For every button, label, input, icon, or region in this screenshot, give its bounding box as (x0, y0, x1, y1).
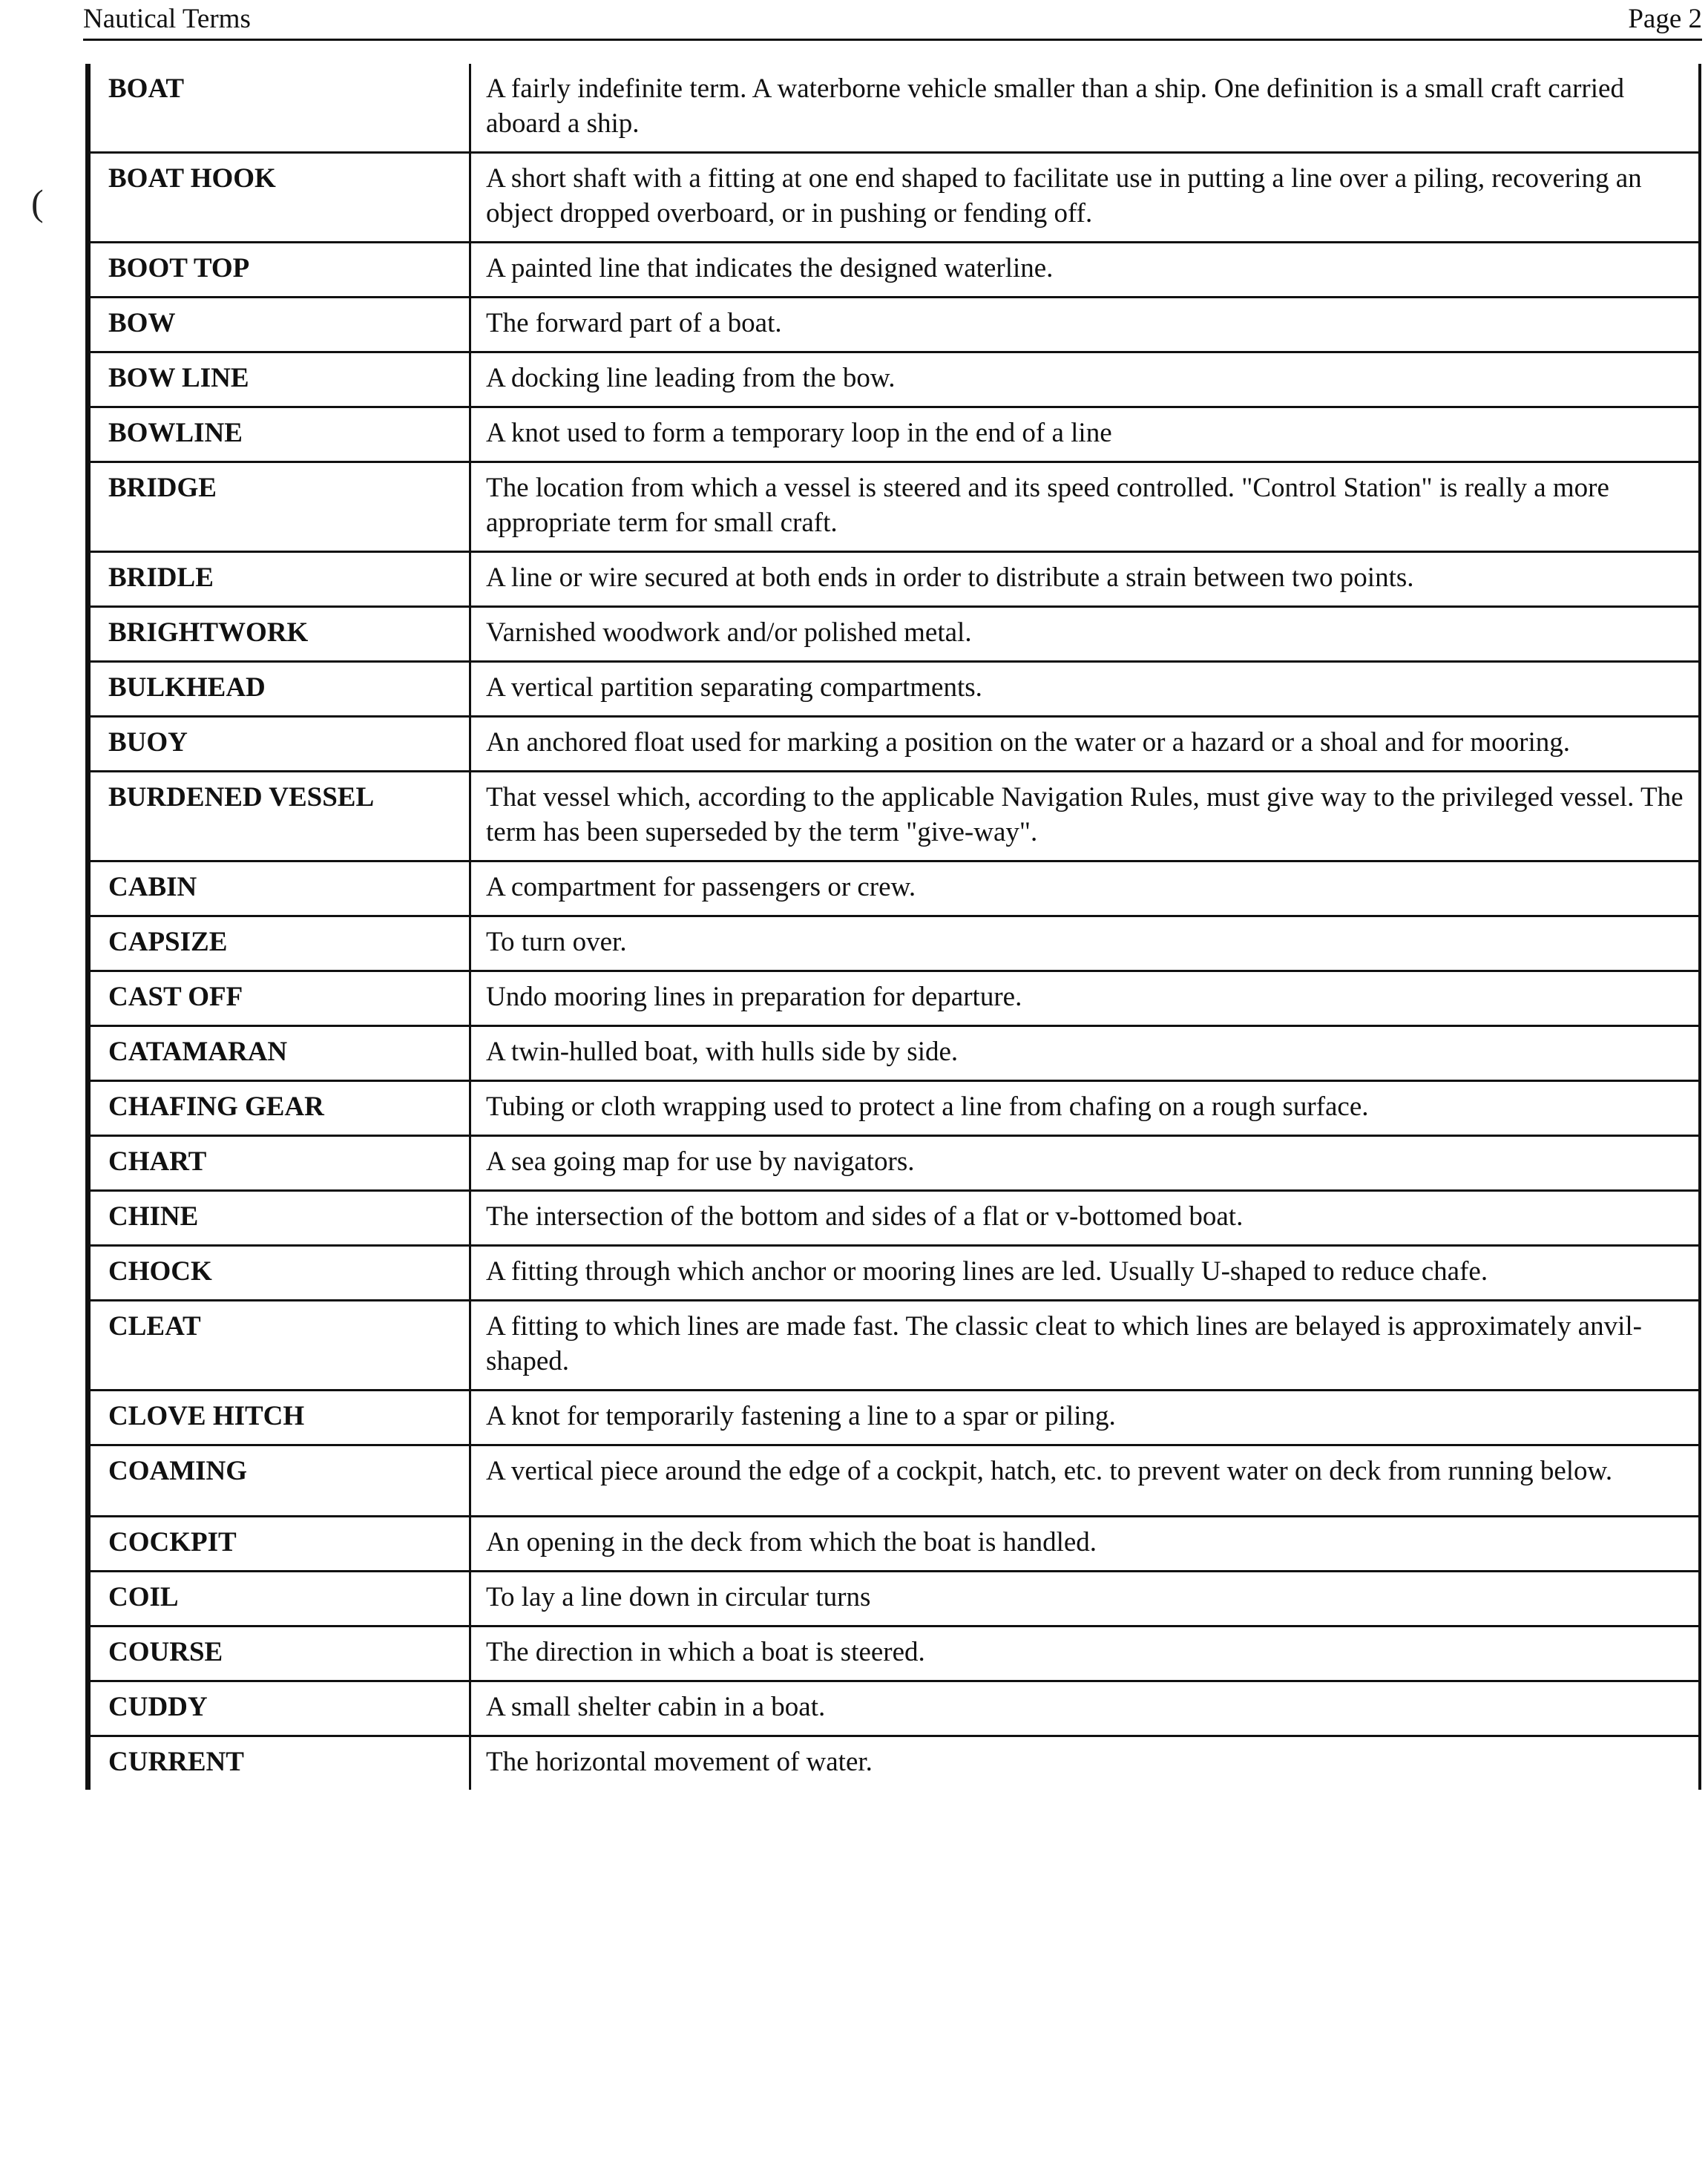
glossary-term: BULKHEAD (88, 662, 470, 717)
glossary-row (88, 153, 1700, 243)
page-number: Page 2 (1628, 4, 1702, 34)
glossary-row (88, 1572, 1700, 1626)
glossary-term: BOW LINE (88, 352, 470, 407)
glossary-row (88, 1736, 1700, 1790)
glossary-row (88, 1136, 1700, 1191)
margin-mark: ( (31, 182, 44, 223)
glossary-term: CURRENT (88, 1736, 470, 1790)
glossary-term: CABIN (88, 861, 470, 916)
glossary-row (88, 1246, 1700, 1301)
glossary-row (88, 1026, 1700, 1081)
glossary-term: CHOCK (88, 1246, 470, 1301)
glossary-row (88, 916, 1700, 971)
glossary-definition: The horizontal movement of water. (470, 1736, 1700, 1790)
glossary-term: BOOT TOP (88, 243, 470, 298)
glossary-definition: A vertical partition separating compartments. (470, 662, 1700, 717)
glossary-definition: A small shelter cabin in a boat. (470, 1681, 1700, 1736)
glossary-term: BUOY (88, 717, 470, 772)
glossary-row (88, 971, 1700, 1026)
glossary-row (88, 662, 1700, 717)
glossary-definition: A knot for temporarily fastening a line to a spar or piling. (470, 1391, 1700, 1445)
glossary-definition: A docking line leading from the bow. (470, 352, 1700, 407)
glossary-term: CUDDY (88, 1681, 470, 1736)
glossary-definition: A fitting to which lines are made fast. The classic cleat to which lines are belayed is approximately anvil-shaped. (470, 1301, 1700, 1391)
glossary-row (88, 717, 1700, 772)
glossary-row (88, 772, 1700, 861)
glossary-row (88, 1391, 1700, 1445)
glossary-row (88, 1517, 1700, 1572)
glossary-term: CAPSIZE (88, 916, 470, 971)
glossary-definition: The forward part of a boat. (470, 298, 1700, 352)
glossary-row (88, 352, 1700, 407)
glossary-term: BRIDLE (88, 552, 470, 607)
glossary-definition: Tubing or cloth wrapping used to protect a line from chafing on a rough surface. (470, 1081, 1700, 1136)
glossary-definition: A sea going map for use by navigators. (470, 1136, 1700, 1191)
glossary-definition: A fairly indefinite term. A waterborne vehicle smaller than a ship. One definition is a small craft carried aboard a ship. (470, 64, 1700, 153)
glossary-row (88, 552, 1700, 607)
glossary-term: COIL (88, 1572, 470, 1626)
glossary-term: BRIDGE (88, 462, 470, 552)
glossary-row (88, 1191, 1700, 1246)
glossary-definition: A knot used to form a temporary loop in the end of a line (470, 407, 1700, 462)
glossary-term: CHART (88, 1136, 470, 1191)
glossary-term: BRIGHTWORK (88, 607, 470, 662)
glossary-term: COAMING (88, 1445, 470, 1517)
glossary-term: BOAT HOOK (88, 153, 470, 243)
glossary-term: CLEAT (88, 1301, 470, 1391)
glossary-definition: To lay a line down in circular turns (470, 1572, 1700, 1626)
glossary-row (88, 1681, 1700, 1736)
glossary-definition: A short shaft with a fitting at one end shaped to facilitate use in putting a line over a piling, recovering an object dropped overboard, or in pushing or fending off. (470, 153, 1700, 243)
glossary-table (85, 64, 1701, 1790)
glossary-definition: To turn over. (470, 916, 1700, 971)
glossary-row (88, 243, 1700, 298)
glossary-definition: A compartment for passengers or crew. (470, 861, 1700, 916)
glossary-row (88, 64, 1700, 153)
glossary-definition: A vertical piece around the edge of a cockpit, hatch, etc. to prevent water on deck from running below. (470, 1445, 1700, 1517)
glossary-definition: Undo mooring lines in preparation for departure. (470, 971, 1700, 1026)
glossary-term: CAST OFF (88, 971, 470, 1026)
glossary-term: CHINE (88, 1191, 470, 1246)
glossary-term: BOAT (88, 64, 470, 153)
page-header (83, 0, 1702, 41)
glossary-definition: An opening in the deck from which the boat is handled. (470, 1517, 1700, 1572)
glossary-row (88, 462, 1700, 552)
glossary-term: BURDENED VESSEL (88, 772, 470, 861)
glossary-body (88, 64, 1700, 1790)
glossary-definition: The location from which a vessel is steered and its speed controlled. "Control Station" is really a more appropriate term for small craft. (470, 462, 1700, 552)
glossary-term: CATAMARAN (88, 1026, 470, 1081)
glossary-definition: A line or wire secured at both ends in order to distribute a strain between two points. (470, 552, 1700, 607)
glossary-term: BOW (88, 298, 470, 352)
glossary-definition: An anchored float used for marking a position on the water or a hazard or a shoal and for mooring. (470, 717, 1700, 772)
glossary-row (88, 1445, 1700, 1517)
glossary-definition: A painted line that indicates the designed waterline. (470, 243, 1700, 298)
glossary-row (88, 861, 1700, 916)
document-title: Nautical Terms (83, 4, 251, 34)
glossary-definition: That vessel which, according to the applicable Navigation Rules, must give way to the privileged vessel. The term has been superseded by the term "give-way". (470, 772, 1700, 861)
glossary-row (88, 1301, 1700, 1391)
glossary-row (88, 607, 1700, 662)
glossary-term: COURSE (88, 1626, 470, 1681)
glossary-row (88, 1626, 1700, 1681)
glossary-definition: The intersection of the bottom and sides of a flat or v-bottomed boat. (470, 1191, 1700, 1246)
glossary-definition: The direction in which a boat is steered. (470, 1626, 1700, 1681)
glossary-term: CHAFING GEAR (88, 1081, 470, 1136)
glossary-term: CLOVE HITCH (88, 1391, 470, 1445)
glossary-definition: Varnished woodwork and/or polished metal. (470, 607, 1700, 662)
glossary-definition: A fitting through which anchor or mooring lines are led. Usually U-shaped to reduce chafe. (470, 1246, 1700, 1301)
glossary-row (88, 407, 1700, 462)
glossary-row (88, 298, 1700, 352)
glossary-definition: A twin-hulled boat, with hulls side by side. (470, 1026, 1700, 1081)
glossary-term: BOWLINE (88, 407, 470, 462)
glossary-row (88, 1081, 1700, 1136)
glossary-term: COCKPIT (88, 1517, 470, 1572)
